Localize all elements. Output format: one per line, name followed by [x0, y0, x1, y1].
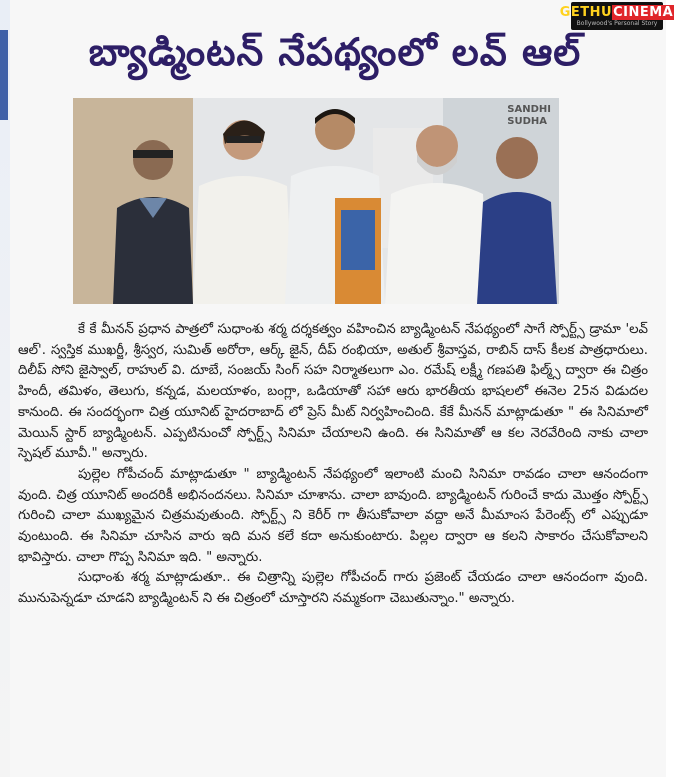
- article-paragraph-1: కే కే మీనన్ ప్రధాన పాత్రలో సుధాంశు శర్మ దర్శకత్వం వహించిన బ్యాడ్మింటన్ నేపథ్యంలో సాగే స్పోర్ట్స్ డ్రామా 'లవ్ ఆల్'. స్వస్తిక ముఖర్జీ, శ్రీస్వర, సుమిత్ అరోరా, ఆర్క్ జైన్, దీప్ రంభియా, అతుల్ శ్రీవాస్తవ, రాబిన్ దాస్ కీలక పాత్రధారులు. దిలీప్ సోని జైస్వాల్, రాహుల్ వి. దూబే, సంజయ్ సింగ్ సహ నిర్మాతలుగా ఎం. రమేష్ లక్ష్మీ గణపతి ఫిల్మ్స్ ద్వారా ఈ చిత్రం హిందీ, తమిళం, తెలుగు, కన్నడ, మలయాళం, బంగ్లా, ఒడియాతో సహా ఆరు భారతీయ భాషలలో ఈనెల 25న విడుదల కానుంది. ఈ సందర్భంగా చిత్ర యూనిట్ హైదరాబాద్ లో ప్రెస్ మీట్ నిర్వహించింది. కేకే మీనన్ మాట్లాడుతూ " ఈ సినిమాలో మెయిన్ స్టార్ బ్యాడ్మింటన్. ఎప్పటినుంచో స్పోర్ట్స్ సినిమా చేయాలని ఉంది. ఈ సినిమాతో ఆ కల నెరవేరింది నాకు చాలా స్పెషల్ మూవీ." అన్నారు.: [18, 322, 648, 462]
- article-paragraph-3: సుధాంశు శర్మ మాట్లాడుతూ.. ఈ చిత్రాన్ని పుల్లెల గోపీచంద్ గారు ప్రజెంట్ చేయడం చాలా ఆనందంగా వుంది. మునుపెన్నడూ చూడని బ్యాడ్మింటన్ ని ఈ చిత్రంలో చూస్తారని నమ్మకంగా చెబుతున్నాం." అన్నారు.: [18, 570, 648, 607]
- logo-text: [560, 5, 674, 20]
- headline: బ్యాడ్మింటన్ నేపథ్యంలో లవ్ ఆల్: [88, 30, 582, 74]
- press-photo: [73, 98, 559, 304]
- article-paragraph-2: పుల్లెల గోపీచంద్ మాట్లాడుతూ " బ్యాడ్మింటన్ నేపథ్యంలో ఇలాంటి మంచి సినిమా రావడం చాలా ఆనందంగా వుంది. చిత్ర యూనిట్ అందరికీ అభినందనలు. సినిమా చూశాను. చాలా బావుంది. బ్యాడ్మింటన్ గురించే కాదు మొత్తం స్పోర్ట్స్ గురించి చాలా ముఖ్యమైన చిత్రమవుతుంది. స్పోర్ట్స్ ని కెరీర్ గా తీసుకోవాలా వద్దా అనే మీమాంస పేరెంట్స్ లో ఎప్పుడూ వుంటుంది. ఈ సినిమా చూసిన వారు ఇది మన కలే కదా అనుకుంటారు. పిల్లల ద్వారా ఆ కలని సాకారం చేసుకోవాలని భావిస్తారు. చాలా గొప్ప సినిమా ఇది. " అన్నారు.: [18, 466, 648, 565]
- logo-text-a: GETHU: [559, 4, 613, 20]
- article-body: [18, 320, 648, 610]
- logo-text-b: CINEMA: [613, 4, 674, 20]
- page-edge: [0, 0, 10, 777]
- photo-illustration: [73, 98, 559, 304]
- poster-text: SANDHI SUDHA: [507, 104, 551, 127]
- logo-tagline: Bollywood's Personal Story: [576, 19, 658, 27]
- edge-accent: [0, 30, 8, 120]
